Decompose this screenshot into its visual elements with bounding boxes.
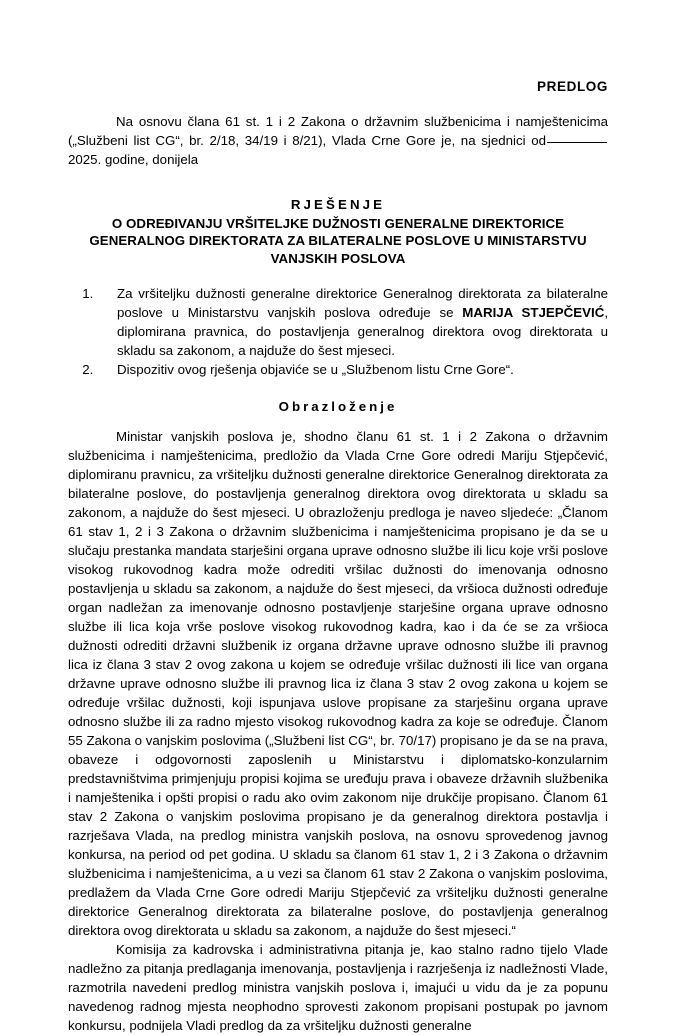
item-text: Dispozitiv ovog rješenja objaviće se u „Službenom listu Crne Gore“. xyxy=(117,362,514,377)
decision-items-list xyxy=(68,284,608,379)
list-item xyxy=(97,360,608,379)
appointee-name: MARIJA STJEPČEVIĆ xyxy=(462,305,605,320)
document-status-label: PREDLOG xyxy=(537,79,608,94)
item-text-before-name: Za vršiteljku dužnosti generalne direktorice Generalnog direktorata za bilateralne poslove u Ministarstvu vanjskih poslova određuje se xyxy=(117,286,608,320)
explanation-body xyxy=(68,427,608,1035)
paragraph: Ministar vanjskih poslova je, shodno članu 61 st. 1 i 2 Zakona o državnim službenicima i namještenicima, predložio da Vlada Crne Gore odredi Mariju Stjepčević, diplomiranu pravnicu, za vršiteljku dužnosti generalne direktorice Generalnog direktorata za bilateralne poslove, do postavljenja generalnog direktora ovog direktorata u skladu sa zakonom, a najduže do šest mjeseci. U obrazloženju predloga je naveo sljedeće: „Članom 61 stav 1, 2 i 3 Zakona o državnim službenicima i namještenicima propisano je da se u slučaju prestanka mandata starješini organa uprave odnosno službe ili licu koje vrši poslove visokog rukovodnog kadra može odrediti vršilac dužnosti do imenovanja odnosno postavljenja u skladu sa zakonom, a najduže do šest mjeseci, da vršioca dužnosti određuje organ nadležan za imenovanje odnosno postavljenje starješine organa uprave odnosno službe ili lica koja vrše poslove visokog rukovodnog kadra, kao i da će se za vršioca dužnosti odrediti državni službenik iz organa državne uprave odnosno službe ili pravnog lica iz člana 3 stav 2 ovog zakona u kojem se određuje vršilac dužnosti ili lice van organa državne uprave odnosno službe ili pravnog lica iz člana 3 stav 2 ovog zakona u kojem se određuje vršilac dužnosti, koji ispunjava uslove propisane za starješinu organa uprave odnosno službe ili za radno mjesto visokog rukovodnog kadra za koje se određuje. Članom 55 Zakona o vanjskim poslovima („Službeni list CG“, br. 70/17) propisano je da se na prava, obaveze i odgovornosti zaposlenih u Ministarstvu i diplomatsko-konzularnim predstavništvima primjenjuju propisi kojima se uređuju prava i obaveze državnih službenika i namještenika i opšti propisi o radu ako ovim zakonom nije drukčije propisano. Članom 61 stav 2 Zakona o vanjskim poslovima propisano je da generalnog direktora postavlja i razrješava Vlada, na predlog ministra vanjskih poslova, na osnovu sprovedenog javnog konkursa, na period od pet godina. U skladu sa članom 61 stav 1, 2 i 3 Zakona o državnim službenicima i namještenicima, a u vezi sa članom 61 stav 2 Zakona o vanjskim poslovima, predlažem da Vlada Crne Gore odredi Mariju Stjepčević za vršiteljku dužnosti generalne direktorice Generalnog direktorata za bilateralne poslove, do postavljenja generalnog direktora ovog direktorata u skladu sa zakonom, a najduže do šest mjeseci.“ xyxy=(68,429,608,938)
item-text-after-name: , diplomirana pravnica, do postavljenja generalnog direktora ovog direktorata u skladu sa zakonom, a najduže do šest mjeseci. xyxy=(117,305,609,358)
list-item xyxy=(97,284,608,360)
title-subtitle: O ODREĐIVANJU VRŠITELJKE DUŽNOSTI GENERALNE DIREKTORICE GENERALNOG DIREKTORATA ZA BILATERALNE POSLOVE U MINISTARSTVU VANJSKIH POSLOVA xyxy=(89,215,587,266)
explanation-heading: Obrazloženje xyxy=(278,399,398,414)
paragraph: Komisija za kadrovska i administrativna pitanja je, kao stalno radno tijelo Vlade nadležno za pitanja predlaganja imenovanja, postavljenja i razrješenja iz nadležnosti Vlade, razmotrila navedeni predlog ministra vanjskih poslova i, imajući u vidu da je za popunu navedenog radnog mjesta neophodno sprovesti zakonom propisani postupak po javnom konkursu, podnijela Vladi predlog da za vršiteljku dužnosti generalne xyxy=(68,942,608,1033)
legal-basis-year-text: 2025. godine, donijela xyxy=(68,152,199,167)
session-date-blank[interactable] xyxy=(547,142,607,143)
legal-basis-intro xyxy=(68,112,608,169)
legal-basis-text: Na osnovu člana 61 st. 1 i 2 Zakona o državnim službenicima i namještenicima („Službeni list CG“, br. 2/18, 34/19 i 8/21), Vlada Crne Gore je, na sjednici od xyxy=(68,114,608,148)
title-main: RJEŠENJE xyxy=(290,197,386,212)
document-title xyxy=(68,196,608,267)
